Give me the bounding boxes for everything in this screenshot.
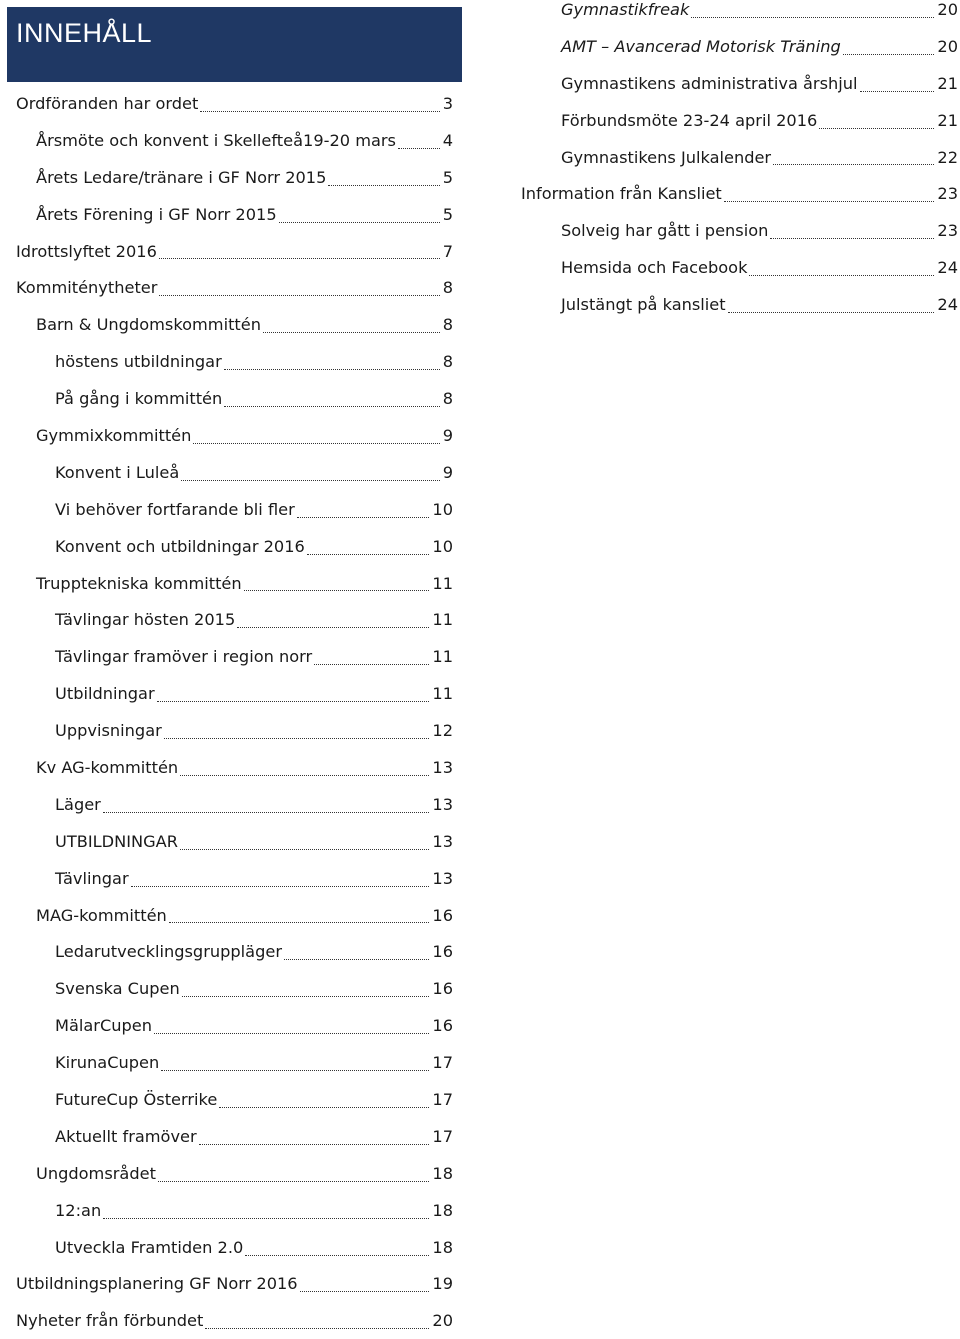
toc-entry[interactable] [16, 712, 453, 749]
toc-dot-leader [245, 1239, 429, 1257]
toc-dot-leader [181, 464, 439, 482]
toc-entry-page-number: 21 [937, 73, 958, 93]
toc-entry-title: Vi behöver fortfarande bli fler [55, 499, 295, 519]
toc-entry[interactable] [16, 601, 453, 638]
toc-entry-title: Utveckla Framtiden 2.0 [55, 1237, 244, 1257]
toc-dot-leader [103, 1202, 429, 1220]
toc-entry-title: Gymnastikens administrativa årshjul [561, 73, 858, 93]
toc-entry-page-number: 17 [432, 1053, 453, 1073]
toc-entry-page-number: 16 [432, 979, 453, 999]
toc-dot-leader [398, 132, 440, 150]
toc-dot-leader [219, 1091, 429, 1109]
toc-entry-page-number: 18 [432, 1163, 453, 1183]
toc-entry-title: MAG-kommittén [36, 905, 167, 925]
toc-entry[interactable] [16, 897, 453, 934]
toc-entry-title: Utbildningsplanering GF Norr 2016 [16, 1274, 298, 1294]
toc-entry-title: FutureCup Österrike [55, 1089, 218, 1109]
toc-entry-page-number: 16 [432, 905, 453, 925]
toc-dot-leader [724, 185, 935, 203]
toc-dot-leader [158, 1165, 429, 1183]
toc-entry-page-number: 23 [937, 184, 958, 204]
toc-entry-title: Läger [55, 794, 101, 814]
toc-entry-title: KirunaCupen [55, 1053, 160, 1073]
toc-entry-page-number: 17 [432, 1126, 453, 1146]
toc-dot-leader [131, 870, 430, 888]
toc-entry-page-number: 18 [432, 1200, 453, 1220]
toc-entry-page-number: 9 [442, 462, 453, 482]
toc-entry-page-number: 20 [432, 1311, 453, 1331]
toc-entry[interactable] [16, 1155, 453, 1192]
toc-entry-page-number: 5 [442, 167, 453, 187]
toc-entry[interactable] [16, 196, 453, 233]
toc-entry-title: Konvent i Luleå [55, 462, 180, 482]
toc-dot-leader [180, 759, 429, 777]
toc-dot-leader [244, 574, 430, 592]
toc-entry[interactable] [16, 933, 453, 970]
toc-dot-leader [180, 833, 429, 851]
toc-entry-title: 12:an [55, 1200, 102, 1220]
toc-dot-leader [279, 206, 440, 224]
toc-entry[interactable] [16, 417, 453, 454]
toc-entry-title: Utbildningar [55, 684, 155, 704]
toc-dot-leader [182, 980, 430, 998]
toc-dot-leader [770, 222, 934, 240]
toc-dot-leader [328, 169, 439, 187]
toc-entry[interactable] [16, 1229, 453, 1266]
toc-entry-title: Årets Förening i GF Norr 2015 [36, 204, 277, 224]
toc-dot-leader [749, 259, 934, 277]
toc-left-column [16, 85, 453, 1339]
toc-dot-leader [164, 722, 430, 740]
toc-entry-page-number: 17 [432, 1089, 453, 1109]
toc-dot-leader [263, 316, 440, 334]
toc-entry-title: Årsmöte och konvent i Skellefteå19-20 mars [36, 130, 396, 150]
toc-entry-page-number: 19 [432, 1274, 453, 1294]
toc-entry[interactable] [16, 122, 453, 159]
toc-entry-title: Förbundsmöte 23-24 april 2016 [561, 110, 818, 130]
toc-entry-page-number: 22 [937, 147, 958, 167]
toc-dot-leader [860, 75, 935, 93]
toc-entry-page-number: 9 [442, 425, 453, 445]
toc-entry[interactable] [16, 860, 453, 897]
toc-entry[interactable] [16, 491, 453, 528]
toc-entry[interactable] [16, 786, 453, 823]
toc-entry-page-number: 5 [442, 204, 453, 224]
toc-entry[interactable] [16, 638, 453, 675]
toc-entry-page-number: 10 [432, 499, 453, 519]
toc-entry-page-number: 13 [432, 794, 453, 814]
toc-entry-page-number: 10 [432, 536, 453, 556]
toc-entry-page-number: 16 [432, 942, 453, 962]
toc-entry-title: Idrottslyftet 2016 [16, 241, 157, 261]
toc-entry[interactable] [16, 565, 453, 602]
toc-entry[interactable] [16, 343, 453, 380]
toc-entry-title: Ordföranden har ordet [16, 93, 199, 113]
toc-entry[interactable] [16, 1118, 453, 1155]
toc-entry-title: Aktuellt framöver [55, 1126, 197, 1146]
toc-dot-leader [159, 279, 439, 297]
toc-entry-page-number: 13 [432, 757, 453, 777]
toc-dot-leader [159, 242, 440, 260]
toc-entry-title: Ledarutvecklingsgruppläger [55, 942, 282, 962]
toc-dot-leader [169, 906, 430, 924]
toc-entry-title: Trupptekniska kommittén [36, 573, 242, 593]
toc-entry-title: Gymnastikfreak [561, 0, 690, 19]
toc-entry-title: Hemsida och Facebook [561, 258, 748, 278]
toc-dot-leader [307, 538, 430, 556]
toc-dot-leader [300, 1275, 430, 1293]
toc-entry[interactable] [16, 454, 453, 491]
toc-entry-page-number: 20 [937, 0, 958, 19]
toc-entry-page-number: 23 [937, 221, 958, 241]
toc-dot-leader [154, 1017, 429, 1035]
toc-entry-title: Tävlingar hösten 2015 [55, 610, 236, 630]
toc-dot-leader [314, 648, 429, 666]
toc-entry-page-number: 13 [432, 831, 453, 851]
toc-entry[interactable] [16, 1007, 453, 1044]
toc-entry-title: Konvent och utbildningar 2016 [55, 536, 305, 556]
toc-entry[interactable] [16, 380, 453, 417]
toc-dot-leader [103, 796, 430, 814]
toc-dot-leader [819, 112, 934, 130]
toc-entry-title: höstens utbildningar [55, 352, 222, 372]
toc-dot-leader [205, 1312, 429, 1330]
toc-entry[interactable] [521, 139, 958, 176]
toc-dot-leader [284, 943, 429, 961]
toc-entry[interactable] [521, 175, 958, 212]
toc-entry[interactable] [16, 1266, 453, 1303]
toc-entry[interactable] [16, 1192, 453, 1229]
toc-entry-page-number: 8 [442, 352, 453, 372]
toc-entry-page-number: 20 [937, 36, 958, 56]
toc-header-box [7, 7, 462, 82]
toc-entry-page-number: 21 [937, 110, 958, 130]
toc-dot-leader [237, 611, 429, 629]
toc-entry-title: Gymmixkommittén [36, 425, 192, 445]
toc-entry-page-number: 11 [432, 647, 453, 667]
toc-entry[interactable] [521, 65, 958, 102]
toc-dot-leader [157, 685, 430, 703]
toc-dot-leader [773, 148, 934, 166]
toc-dot-leader [199, 1128, 430, 1146]
toc-dot-leader [193, 427, 439, 445]
toc-dot-leader [691, 1, 934, 19]
toc-entry[interactable] [16, 675, 453, 712]
toc-entry[interactable] [16, 306, 453, 343]
toc-dot-leader [224, 390, 439, 408]
toc-dot-leader [224, 353, 440, 371]
toc-entry-title: Svenska Cupen [55, 979, 180, 999]
toc-entry[interactable] [521, 249, 958, 286]
toc-entry[interactable] [521, 286, 958, 323]
toc-entry-title: Julstängt på kansliet [561, 295, 726, 315]
toc-entry-title: Nyheter från förbundet [16, 1311, 204, 1331]
toc-dot-leader [200, 95, 439, 113]
toc-title: INNEHÅLL [16, 18, 153, 48]
toc-entry-page-number: 18 [432, 1237, 453, 1257]
toc-entry-title: Ungdomsrådet [36, 1163, 156, 1183]
toc-entry-page-number: 16 [432, 1016, 453, 1036]
toc-entry-page-number: 8 [442, 315, 453, 335]
toc-entry[interactable] [521, 212, 958, 249]
toc-entry-title: Tävlingar [55, 868, 129, 888]
toc-dot-leader [728, 296, 935, 314]
toc-entry[interactable] [16, 970, 453, 1007]
toc-dot-leader [161, 1054, 429, 1072]
toc-entry-page-number: 11 [432, 610, 453, 630]
toc-entry-page-number: 8 [442, 278, 453, 298]
toc-entry[interactable] [16, 823, 453, 860]
toc-entry-title: Kommiténytheter [16, 278, 158, 298]
toc-entry[interactable] [521, 28, 958, 65]
toc-entry-title: AMT – Avancerad Motorisk Träning [561, 36, 841, 56]
toc-entry-title: MälarCupen [55, 1016, 153, 1036]
toc-entry-page-number: 24 [937, 295, 958, 315]
toc-entry-page-number: 4 [442, 130, 453, 150]
toc-entry[interactable] [16, 233, 453, 270]
toc-entry[interactable] [16, 528, 453, 565]
toc-entry-title: Årets Ledare/tränare i GF Norr 2015 [36, 167, 327, 187]
toc-entry[interactable] [16, 749, 453, 786]
toc-entry[interactable] [521, 102, 958, 139]
toc-entry[interactable] [16, 85, 453, 122]
toc-entry-page-number: 13 [432, 868, 453, 888]
toc-entry-title: Uppvisningar [55, 721, 162, 741]
toc-entry-page-number: 7 [442, 241, 453, 261]
toc-entry-page-number: 24 [937, 258, 958, 278]
toc-entry-page-number: 12 [432, 721, 453, 741]
toc-dot-leader [297, 501, 430, 519]
toc-entry-page-number: 11 [432, 684, 453, 704]
toc-entry-title: På gång i kommittén [55, 389, 223, 409]
toc-entry-title: Barn & Ungdomskommittén [36, 315, 261, 335]
toc-entry[interactable] [16, 159, 453, 196]
toc-entry-title: Information från Kansliet [521, 184, 722, 204]
toc-entry[interactable] [16, 1302, 453, 1339]
toc-entry-page-number: 11 [432, 573, 453, 593]
toc-entry[interactable] [16, 1044, 453, 1081]
toc-entry-title: UTBILDNINGAR [55, 831, 178, 851]
toc-entry-title: Gymnastikens Julkalender [561, 147, 772, 167]
toc-entry[interactable] [16, 269, 453, 306]
toc-entry[interactable] [16, 1081, 453, 1118]
toc-entry-page-number: 3 [442, 93, 453, 113]
toc-entry-title: Solveig har gått i pension [561, 221, 769, 241]
toc-entry-title: Kv AG-kommittén [36, 757, 179, 777]
toc-entry-page-number: 8 [442, 389, 453, 409]
toc-entry-title: Tävlingar framöver i region norr [55, 647, 313, 667]
toc-right-column [521, 0, 958, 323]
toc-dot-leader [843, 38, 935, 56]
toc-entry[interactable] [521, 0, 958, 28]
